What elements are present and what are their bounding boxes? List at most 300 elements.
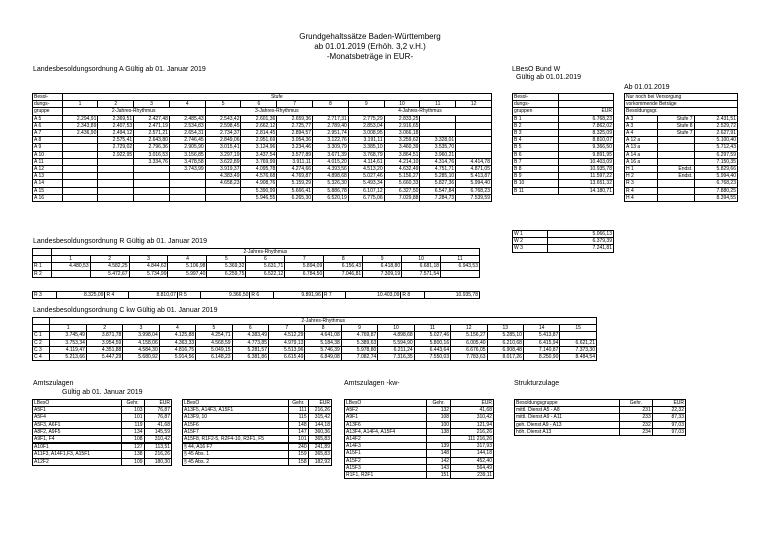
table-cell: 6.156,43 [324,263,363,270]
table-cell: 4.363,33 [159,339,195,346]
column-header: dungs- [513,101,559,108]
table-cell: 2.494,12 [98,130,134,137]
table-cell: 6.775,06 [348,194,384,201]
table-cell: 6.768,23 [694,180,737,187]
section-b-title: LBesO Bund W [512,66,561,73]
table-cell: 5.159,29 [277,180,313,187]
table-cell: 5.734,99 [129,270,168,277]
table-cell: 2.746,45 [169,137,205,144]
table-cell: 138 [121,451,144,458]
table-cell: Stufe 7 [658,115,694,122]
table-cell: B 10 [513,180,559,187]
table-cell: 2.471,19 [134,122,170,129]
table-cell [62,180,98,187]
table-cell: Endst. [658,166,694,173]
table-cell: 6.443,64 [414,346,450,353]
table-azkw [344,399,494,479]
table-row [625,187,738,194]
header-row [183,400,332,407]
table-row [513,180,614,187]
column-header: Gehr. [620,400,653,407]
table-cell: 4.773,85 [232,339,268,346]
table-row [33,292,480,299]
table-row [33,187,492,194]
table-cell: 2.853,04 [348,122,384,129]
doc-title: Grundgehaltssätze Baden-Württemberg [299,32,441,41]
table-cell: 113,51 [144,444,171,451]
header-row [625,101,738,108]
table-cell: 310,42 [451,414,494,421]
column-header: 6 [246,256,285,263]
table-cell: 3.622,89 [205,158,241,165]
header-row [513,94,614,101]
table-cell: 2.407,53 [98,122,134,129]
table-cell: 8.250,90 [523,354,559,361]
table-cell: B 8 [513,166,559,173]
table-cell: 4.512,29 [269,332,305,339]
table-cell: 22,32 [652,407,685,414]
table-cell: 5.800,16 [414,339,450,346]
column-header: LBesO [183,400,289,407]
table-cell: A15F8, R1F2-5, R2F4-10, R3F1, F5 [183,436,289,443]
table-cell: 5.156,27 [384,173,420,180]
table-row [33,137,492,144]
column-header: Besol- [513,94,559,101]
table-cell: A 7 [33,130,63,137]
column-header: Gehr. [289,400,308,407]
section-c-title: Landesbesoldungsordnung C kw Gültig ab 01. Januar 2019 [33,307,218,314]
table-cell: 2.833,25 [384,115,420,122]
table-cell: 2.543,42 [205,115,241,122]
table-cell: 231 [620,407,653,414]
table-cell: A15F3 [345,464,427,471]
table-row [513,173,614,180]
table-row [183,407,332,414]
table-cell: 7.082,74 [341,354,377,361]
column-header: 2 [98,101,134,108]
table-cell: 8.017,26 [487,354,523,361]
table-cell: 111 216,26 [451,436,494,443]
table-cell: mittl. Dienst A5 - A8 [515,407,620,414]
table-cell: 76,87 [144,414,171,421]
table-cell: 3.911,11 [277,158,313,165]
column-header: 15 [560,325,597,332]
table-row [183,436,332,443]
table-cell: geh. Dienst A9 - A13 [515,421,620,428]
header-row [33,400,172,407]
table-cell: 2.717,31 [313,115,349,122]
table-row [33,144,492,151]
table-cell: 2.598,45 [205,122,241,129]
header-row [625,94,738,101]
table-cell: 6.379,39 [547,238,613,245]
column-header: LBesO [33,400,122,407]
table-cell: 4.898,68 [378,332,414,339]
table-cell: 145,59 [144,428,171,435]
table-cell: 2.922,95 [98,151,134,158]
table-cell: 452,40 [451,457,494,464]
table-cell: 6.211,24 [378,346,414,353]
table-cell: 2.643,80 [134,137,170,144]
table-cell: A14F2 [345,436,427,443]
column-header: 13 [487,325,523,332]
table-cell: 4.414,78 [456,158,492,165]
table-cell [62,151,98,158]
table-row [625,151,738,158]
table-row [183,428,332,435]
table-row [183,451,332,458]
table-cell: 7.284,73 [420,194,456,201]
table-cell [62,173,98,180]
table-row [513,130,614,137]
table-cell: 14.180,71 [559,187,614,194]
table-cell: 5.594,90 [378,339,414,346]
table-cell: 5.994,40 [456,180,492,187]
table-cell: 10.935,78 [559,166,614,173]
table-cell: 5.027,46 [414,332,450,339]
table-cell: 6.621,21 [560,339,597,346]
column-header: Gehr. [121,400,144,407]
table-cell: R 5 [177,292,201,299]
doc-subtitle-2: -Monatsbeträge in EUR- [326,52,414,61]
table-row [625,122,738,129]
table-cell [134,166,170,173]
table-cell: 5.281,57 [232,346,268,353]
table-row [345,464,494,471]
table-cell: 4.254,71 [196,332,232,339]
column-header: EUR [559,108,614,115]
table-cell: 5.827,36 [420,180,456,187]
table-cell: 2.601,36 [241,115,277,122]
header-row [33,101,492,108]
table-cell: 2.343,89 [62,122,98,129]
table-cell: A5F3, A6F1 [33,421,122,428]
table-cell: 147 [289,428,308,435]
table-cell: 7.373,30 [560,346,597,353]
table-row [625,115,738,122]
table-cell: W 3 [513,245,548,252]
table-cell: 41,68 [144,421,171,428]
table-cell: 8.810,07 [559,137,614,144]
table-cell: 6.148,23 [196,354,232,361]
table-w [512,230,614,253]
table-cell: 138 [427,428,451,435]
table-cell: 144,18 [451,450,494,457]
table-cell: A 4 [625,130,658,137]
table-cell: 5.213,66 [50,354,86,361]
table-cell [658,151,694,158]
table-cell: 3.745,49 [50,332,86,339]
table-cell: 6.210,68 [487,339,523,346]
table-cell: 7.140,87 [523,346,559,353]
table-cell: 121,94 [451,421,494,428]
table-cell [456,115,492,122]
table-cell: 6.681,18 [402,263,441,270]
table-row [625,144,738,151]
column-header: 4-Jahres-Rhythmus [348,108,491,115]
table-cell: A 14 a [625,151,658,158]
table-cell: 3.437,54 [241,151,277,158]
table-cell: 5.894,09 [285,263,324,270]
table-cell: 5.100,40 [694,137,737,144]
table-cell: 9.891,95 [559,151,614,158]
table-cell: B 3 [513,130,559,137]
column-header: Stufe [62,94,491,101]
table-cell: 3.054,36 [277,137,313,144]
table-cell: A8F2, A9F5 [33,428,122,435]
column-header: 2-Jahres-Rhythmus [51,249,479,256]
table-row [33,444,172,451]
table-cell: B 9 [513,173,559,180]
table-cell: 239,11 [451,472,494,479]
table-cell: 2.849,06 [205,137,241,144]
table-cell: 6.265,30 [277,194,313,201]
table-cell: 6.768,23 [559,115,614,122]
column-header: 1 [62,101,98,108]
table-row [33,263,480,270]
table-cell [98,194,134,201]
table-cell: W 2 [513,238,548,245]
column-header: EUR [652,400,685,407]
table-cell [456,122,492,129]
table-row [625,158,738,165]
table-row [513,115,614,122]
column-header: EUR [144,400,171,407]
table-cell: 3.016,53 [134,151,170,158]
table-cell: 6.415,94 [523,339,559,346]
column-header: 11 [414,325,450,332]
table-row [345,436,494,443]
table-cell: 6.418,80 [363,263,402,270]
table-cell: 6.005,40 [451,339,487,346]
table-cell: A13F4, A14F4, A15F4 [345,428,427,435]
table-cell: 4.114,61 [348,158,384,165]
table-cell: A 6 [33,122,63,129]
column-header: 3-Jahres-Rhythmus [205,108,348,115]
table-cell: § 45 Abs. 1 [183,451,289,458]
table-cell: A 9 [33,144,63,151]
table-r-rest [32,291,480,299]
table-cell: A 14 [33,180,63,187]
header-row [625,108,738,115]
table-cell: 317,93 [451,443,494,450]
table-c [32,317,597,361]
table-cell [560,332,597,339]
table-cell: 10.935,78 [424,292,479,299]
table-cell: 127 [121,444,144,451]
table-cell [62,137,98,144]
table-cell: 7.241,81 [547,245,613,252]
table-row [513,231,614,238]
table-row [345,428,494,435]
table-cell: B 7 [513,158,559,165]
table-cell: 148 [427,450,451,457]
table-cell: 5.156,27 [451,332,487,339]
table-cell: 4.871,05 [456,166,492,173]
table-cell: 3.385,10 [348,144,384,151]
table-cell [456,144,492,151]
table-row [33,339,597,346]
table-cell [134,180,170,187]
column-header: 12 [451,325,487,332]
table-cell [134,187,170,194]
header-row [515,400,686,407]
column-header: LBesO [345,400,427,407]
table-cell [98,180,134,187]
table-cell: A9F1, F4 [33,436,122,443]
table-cell: A 12 a [625,137,658,144]
table-cell: 5.447,29 [86,354,122,361]
table-cell: 216,26 [308,407,331,414]
table-cell: 2.659,36 [277,115,313,122]
column-header: 3 [129,256,168,263]
column-header: dungs- [33,101,63,108]
table-cell: 4.658,23 [205,180,241,187]
table-cell [658,187,694,194]
column-header: 9 [341,325,377,332]
table-cell: 111 [289,407,308,414]
table-cell [420,122,456,129]
table-row [625,166,738,173]
table-cell: A15F1 [345,450,427,457]
table-cell: A 16 a [625,158,658,165]
table-cell: H 4 [625,194,658,201]
table-cell: A 3 [625,122,658,129]
table-cell: A15F2 [345,457,427,464]
table-cell: 101 [121,414,144,421]
column-header: Gehr. [427,400,451,407]
column-header: gruppen [513,108,559,115]
table-cell [51,270,90,277]
table-cell: 4.314,76 [420,158,456,165]
column-header: 6 [232,325,268,332]
table-cell [98,166,134,173]
table-cell: A9F1 [345,414,427,421]
table-cell [441,270,480,277]
table-row [183,414,332,421]
table-cell: 5.746,39 [305,346,341,353]
table-cell: R 3 [33,292,57,299]
table-cell: 108 [427,414,451,421]
table-cell: 6.615,49 [269,354,305,361]
column-header: 2 [86,325,122,332]
table-cell: 2.894,57 [277,130,313,137]
table-cell: 2.627,91 [694,130,737,137]
table-cell: A 16 [33,194,63,201]
table-cell: 4.383,49 [232,332,268,339]
table-row [625,180,738,187]
table-cell: 6.849,08 [305,354,341,361]
table-cell: 2.905,90 [169,144,205,151]
table-cell: 2.775,29 [348,115,384,122]
table-row [183,421,332,428]
table-cell: 142 [427,457,451,464]
table-row [345,407,494,414]
table-cell: 5.413,87 [523,332,559,339]
table-cell [205,187,241,194]
table-cell: 41,68 [451,407,494,414]
table-cell: H 2 [625,173,658,180]
table-cell: 3.478,58 [169,158,205,165]
table-cell [559,94,614,101]
table-cell: 4.908,76 [241,180,277,187]
table-row [33,173,492,180]
table-cell: 4.015,20 [313,158,349,165]
table-cell [559,101,614,108]
table-cell: 5.997,40 [168,270,207,277]
table-cell: 6.768,23 [456,187,492,194]
table-az-1 [32,399,172,466]
table-cell: A5F2 [345,407,427,414]
column-header: EUR [308,400,331,407]
table-cell: A5F4 [33,414,122,421]
table-cell: 5.829,66 [694,166,737,173]
table-cell: 9.891,96 [273,292,322,299]
table-cell: 5.413,87 [456,173,492,180]
table-row [513,238,614,245]
table-cell: 3.124,96 [241,144,277,151]
table-az-2 [182,399,332,466]
table-cell: A13F9, 10 [183,414,289,421]
table-cell: 2.814,45 [241,130,277,137]
table-cell: 4.158,06 [123,339,159,346]
table-row [33,180,492,187]
table-cell: 3.328,01 [420,137,456,144]
table-cell: 4.513,20 [348,166,384,173]
table-row [345,457,494,464]
table-cell: 3.753,34 [50,339,86,346]
table-cell: 2.662,12 [241,122,277,129]
table-cell: R 6 [250,292,274,299]
table-cell: 2.571,21 [134,130,170,137]
table-cell: 4.582,25 [90,263,129,270]
table-cell: B 5 [513,144,559,151]
table-row [345,472,494,479]
table-row [33,407,172,414]
doc-subtitle: ab 01.01.2019 (Erhöh. 3,2 v.H.) [314,42,426,51]
table-cell: 3.954,59 [86,339,122,346]
table-cell: 2.796,36 [134,144,170,151]
table-row [625,130,738,137]
table-cell [169,180,205,187]
table-cell: B 1 [513,115,559,122]
table-cell: A 11 [33,158,63,165]
table-cell: 2.654,31 [169,130,205,137]
table-cell: 5.066,13 [547,231,613,238]
table-cell [205,194,241,201]
table-cell: 3.919,37 [205,166,241,173]
table-cell: A11F3, A14F1,F3, A15F1 [33,451,122,458]
table-cell: 5.666,41 [277,187,313,194]
table-cell: 3.234,46 [277,144,313,151]
table-cell [62,187,98,194]
section-sz-title: Strukturzulage [514,380,560,387]
table-cell [98,158,134,165]
column-header: 2 [90,256,129,263]
table-cell: 4.816,75 [159,346,195,353]
table-cell: 4.274,66 [277,166,313,173]
table-cell: 216,26 [451,428,494,435]
table-cell: 158 [289,458,308,465]
table-cell [98,187,134,194]
column-header: 9 [363,256,402,263]
table-cell: C 1 [33,332,50,339]
table-cell: 5.390,99 [241,187,277,194]
table-row [513,151,614,158]
table-cell: 3.156,85 [169,151,205,158]
table-cell: R 4 [625,187,658,194]
table-cell: R 1 [33,263,52,270]
